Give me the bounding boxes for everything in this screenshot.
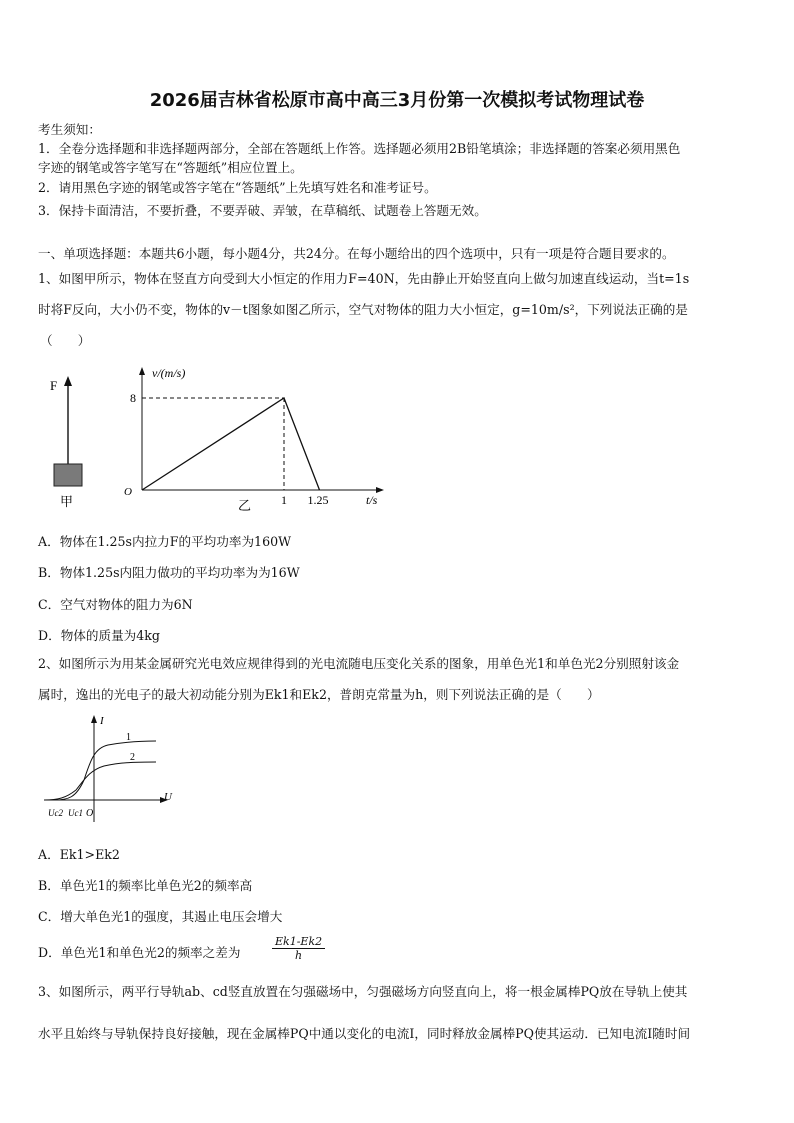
q1-stem-line-3: （ ） <box>40 333 91 348</box>
q2-option-d: D．单色光1和单色光2的频率之差为 <box>38 945 241 960</box>
q2-option-c: C．增大单色光1的强度，其遏止电压会增大 <box>38 909 283 924</box>
q1-stem-line-1: 1、如图甲所示，物体在竖直方向受到大小恒定的作用力F=40N，先由静止开始竖直向上做匀加速直线运动，当t=1s <box>38 271 690 286</box>
i-axis-label: I <box>100 715 104 727</box>
q1-option-b: B．物体1.25s内阻力做功的平均功率为为16W <box>38 565 300 580</box>
notice-line-3: 2．请用黑色字迹的钢笔或答字笔在“答题纸”上先填写姓名和准考证号。 <box>38 180 437 195</box>
curve-1 <box>54 741 156 800</box>
origin-label-2: O <box>86 808 94 819</box>
curve-2-label: 2 <box>130 752 135 763</box>
q3-stem-line-2: 水平且始终与导轨保持良好接触，现在金属棒PQ中通以变化的电流I，同时释放金属棒PQ使其运动．已知电流I随时间 <box>38 1026 691 1041</box>
q1-figure-jia <box>40 370 100 510</box>
notice-line-4: 3．保持卡面清洁，不要折叠，不要弄破、弄皱，在草稿纸、试题卷上答题无效。 <box>38 203 487 218</box>
force-label: F <box>50 378 58 393</box>
q1-vt-chart <box>118 362 388 520</box>
page-title: 2026届吉林省松原市高中高三3月份第一次模拟考试物理试卷 <box>149 90 645 111</box>
vt-series-line <box>142 398 320 490</box>
i-axis-arrow-icon <box>91 715 97 723</box>
q2-option-b: B．单色光1的频率比单色光2的频率高 <box>38 878 253 893</box>
u-axis-label: U <box>164 791 172 803</box>
q3-stem-line-1: 3、如图所示，两平行导轨ab、cd竖直放置在匀强磁场中，匀强磁场方向竖直向上，将一根金属棒PQ放在导轨上使其 <box>38 984 688 999</box>
section-heading: 一、单项选择题：本题共6小题，每小题4分，共24分。在每小题给出的四个选项中，只有一项是符合题目要求的。 <box>38 246 675 261</box>
notice-line-1: 1．全卷分选择题和非选择题两部分，全部在答题纸上作答。选择题必须用2B铅笔填涂；非选择题的答案必须用黑色 <box>38 141 681 156</box>
t-axis-label: t/s <box>366 493 378 507</box>
q2-option-a: A．Ek1>Ek2 <box>38 847 120 862</box>
t-tick-1-25: 1.25 <box>307 493 329 507</box>
notice-heading: 考生须知： <box>38 122 101 137</box>
q2-stem-line-1: 2、如图所示为用某金属研究光电效应规律得到的光电流随电压变化关系的图象，用单色光1和单色光2分别照射该金 <box>38 656 680 671</box>
fraction-denominator: h <box>295 949 303 962</box>
q2-iu-graph <box>38 710 178 828</box>
notice-line-2: 字迹的钢笔或答字笔写在“答题纸”相应位置上。 <box>38 160 303 175</box>
uc1-label: Uc1 <box>68 808 83 818</box>
v-tick-8: 8 <box>130 391 136 405</box>
q1-stem-line-2: 时将F反向，大小仍不变，物体的v－t图象如图乙所示，空气对物体的阻力大小恒定，g=10m/s²，下列说法正确的是 <box>38 302 688 317</box>
q1-option-a: A．物体在1.25s内拉力F的平均功率为160W <box>38 534 292 549</box>
origin-label: O <box>124 486 132 498</box>
q1-option-c: C．空气对物体的阻力为6N <box>38 597 193 612</box>
yi-label: 乙 <box>238 498 252 513</box>
q1-option-d: D．物体的质量为4kg <box>38 628 160 643</box>
block <box>54 464 82 486</box>
jia-label: 甲 <box>60 494 74 509</box>
curve-2 <box>44 762 156 800</box>
q2-option-d-fraction <box>272 935 325 962</box>
v-axis-arrow-icon <box>139 367 145 375</box>
v-axis-label: v/(m/s) <box>152 366 186 380</box>
curve-1-label: 1 <box>126 732 131 743</box>
uc2-label: Uc2 <box>48 808 63 818</box>
q2-stem-line-2: 属时，逸出的光电子的最大初动能分别为Ek1和Ek2，普朗克常量为h，则下列说法正确的是（ ） <box>38 687 600 702</box>
fraction-numerator: Ek1-Ek2 <box>272 935 325 949</box>
t-tick-1: 1 <box>281 493 287 507</box>
